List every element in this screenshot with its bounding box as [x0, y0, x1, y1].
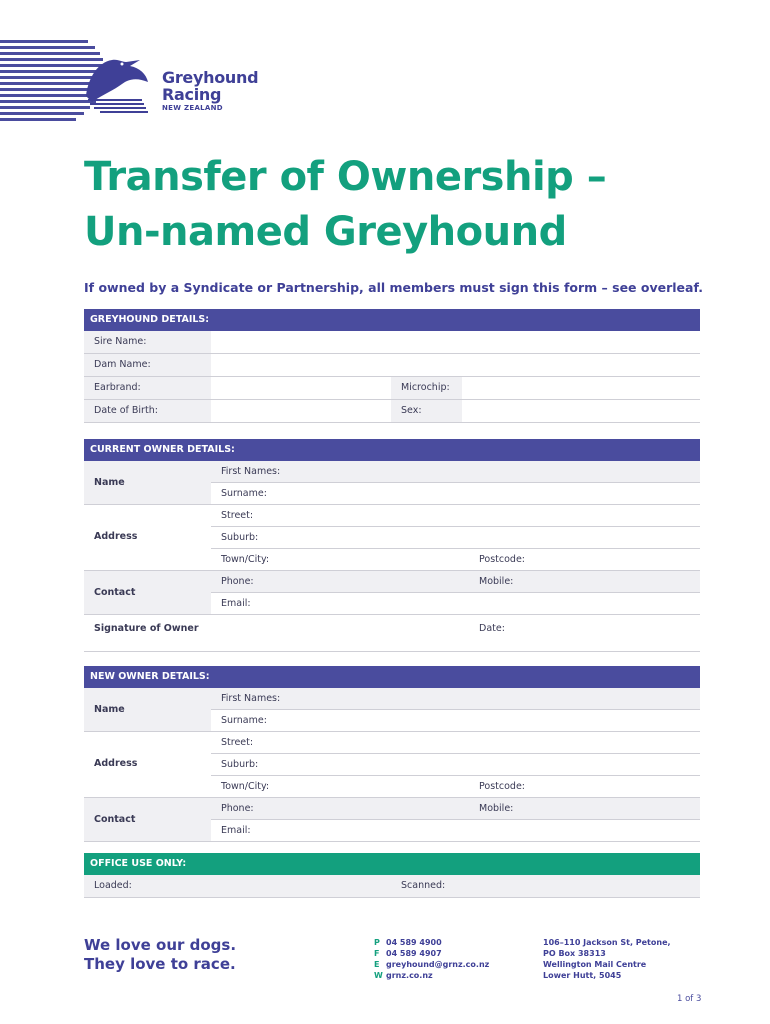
scanned-field[interactable] [391, 875, 700, 897]
earbrand-row [84, 377, 700, 400]
footer-tagline [84, 936, 236, 974]
date-of-birth-row [84, 400, 700, 423]
form-instructions: If owned by a Syndicate or Partnership, all members must sign this form – see overleaf. [84, 280, 703, 295]
footer-address [543, 937, 671, 981]
new-owner-name-label: Name [94, 704, 125, 715]
fax-number: 04 589 4907 [386, 949, 442, 958]
email-label: Email: [221, 825, 251, 836]
surname-label: Surname: [221, 715, 267, 726]
sire-name-field[interactable] [211, 331, 700, 353]
new-owner-suburb-field[interactable] [211, 754, 700, 776]
page-title [84, 150, 606, 260]
mobile-label: Mobile: [479, 576, 514, 587]
phone-label: Phone: [221, 803, 254, 814]
current-owner-town-postcode-field[interactable] [211, 549, 700, 571]
current-owner-first-names-field[interactable] [211, 461, 700, 483]
logo-text-racing: Racing [162, 85, 222, 104]
logo-text-new-zealand: NEW ZEALAND [162, 104, 223, 112]
office-use-row [84, 875, 700, 898]
phone-number: 04 589 4900 [386, 938, 442, 947]
signature-of-owner-label: Signature of Owner [94, 623, 199, 634]
microchip-field[interactable] [462, 377, 700, 399]
current-owner-header: CURRENT OWNER DETAILS: [84, 439, 700, 461]
address-line-1: 106–110 Jackson St, Petone, [543, 938, 671, 947]
current-owner-contact-label: Contact [94, 587, 136, 598]
current-owner-section [84, 439, 700, 652]
loaded-field[interactable] [84, 875, 391, 897]
page-title-line-2: Un-named Greyhound [84, 209, 567, 255]
new-owner-section [84, 666, 700, 842]
mobile-label: Mobile: [479, 803, 514, 814]
office-use-section [84, 853, 700, 898]
date-of-birth-label: Date of Birth: [94, 405, 158, 416]
date-of-birth-field[interactable] [211, 400, 391, 422]
fax-key: F [374, 949, 380, 958]
footer-web [374, 970, 489, 981]
dam-name-row [84, 354, 700, 377]
current-owner-address-group [84, 505, 700, 571]
signature-row[interactable] [84, 615, 700, 652]
current-owner-email-field[interactable] [211, 593, 700, 615]
office-use-header: OFFICE USE ONLY: [84, 853, 700, 875]
surname-label: Surname: [221, 488, 267, 499]
new-owner-address-group [84, 732, 700, 798]
footer-phone [374, 937, 489, 948]
first-names-label: First Names: [221, 693, 281, 704]
current-owner-address-label: Address [94, 531, 138, 542]
suburb-label: Suburb: [221, 532, 259, 543]
new-owner-street-field[interactable] [211, 732, 700, 754]
current-owner-street-field[interactable] [211, 505, 700, 527]
new-owner-email-field[interactable] [211, 820, 700, 842]
address-line-3: Wellington Mail Centre [543, 960, 647, 969]
footer-fax [374, 948, 489, 959]
address-line-2: PO Box 38313 [543, 949, 606, 958]
loaded-label: Loaded: [94, 880, 132, 891]
sex-field[interactable] [462, 400, 700, 422]
first-names-label: First Names: [221, 466, 281, 477]
sire-name-row [84, 331, 700, 354]
website-link[interactable]: grnz.co.nz [386, 971, 433, 980]
new-owner-contact-label: Contact [94, 814, 136, 825]
email-key: E [374, 960, 380, 969]
dam-name-label: Dam Name: [94, 359, 151, 370]
current-owner-contact-group [84, 571, 700, 615]
town-city-label: Town/City: [221, 781, 270, 792]
new-owner-surname-field[interactable] [211, 710, 700, 732]
current-owner-name-group [84, 461, 700, 505]
new-owner-first-names-field[interactable] [211, 688, 700, 710]
email-label: Email: [221, 598, 251, 609]
current-owner-suburb-field[interactable] [211, 527, 700, 549]
new-owner-contact-group [84, 798, 700, 842]
tagline-line-2: They love to race. [84, 955, 236, 973]
street-label: Street: [221, 737, 254, 748]
earbrand-label: Earbrand: [94, 382, 141, 393]
microchip-label: Microchip: [401, 382, 450, 393]
signature-date-label: Date: [479, 623, 505, 634]
current-owner-phone-field[interactable] [211, 571, 700, 593]
page-title-line-1: Transfer of Ownership – [84, 154, 607, 200]
postcode-label: Postcode: [479, 554, 525, 565]
page-number: 1 of 3 [677, 994, 702, 1004]
postcode-label: Postcode: [479, 781, 525, 792]
earbrand-field[interactable] [211, 377, 391, 399]
dam-name-field[interactable] [211, 354, 700, 376]
scanned-label: Scanned: [401, 880, 446, 891]
phone-label: Phone: [221, 576, 254, 587]
footer-email [374, 959, 489, 970]
tagline-line-1: We love our dogs. [84, 936, 237, 954]
street-label: Street: [221, 510, 254, 521]
sire-name-label: Sire Name: [94, 336, 147, 347]
brand-logo [82, 56, 259, 118]
current-owner-surname-field[interactable] [211, 483, 700, 505]
phone-key: P [374, 938, 380, 947]
footer-contact [374, 937, 489, 981]
new-owner-header: NEW OWNER DETAILS: [84, 666, 700, 688]
town-city-label: Town/City: [221, 554, 270, 565]
new-owner-name-group [84, 688, 700, 732]
email-link[interactable]: greyhound@grnz.co.nz [386, 960, 490, 969]
new-owner-address-label: Address [94, 758, 138, 769]
current-owner-name-label: Name [94, 477, 125, 488]
greyhound-details-header: GREYHOUND DETAILS: [84, 309, 700, 331]
greyhound-icon [82, 56, 160, 118]
logo-text-greyhound: Greyhound [162, 68, 259, 87]
new-owner-phone-field[interactable] [211, 798, 700, 820]
web-key: W [374, 971, 383, 980]
greyhound-details-section [84, 309, 700, 423]
suburb-label: Suburb: [221, 759, 259, 770]
new-owner-town-postcode-field[interactable] [211, 776, 700, 798]
sex-label: Sex: [401, 405, 422, 416]
address-line-4: Lower Hutt, 5045 [543, 971, 622, 980]
